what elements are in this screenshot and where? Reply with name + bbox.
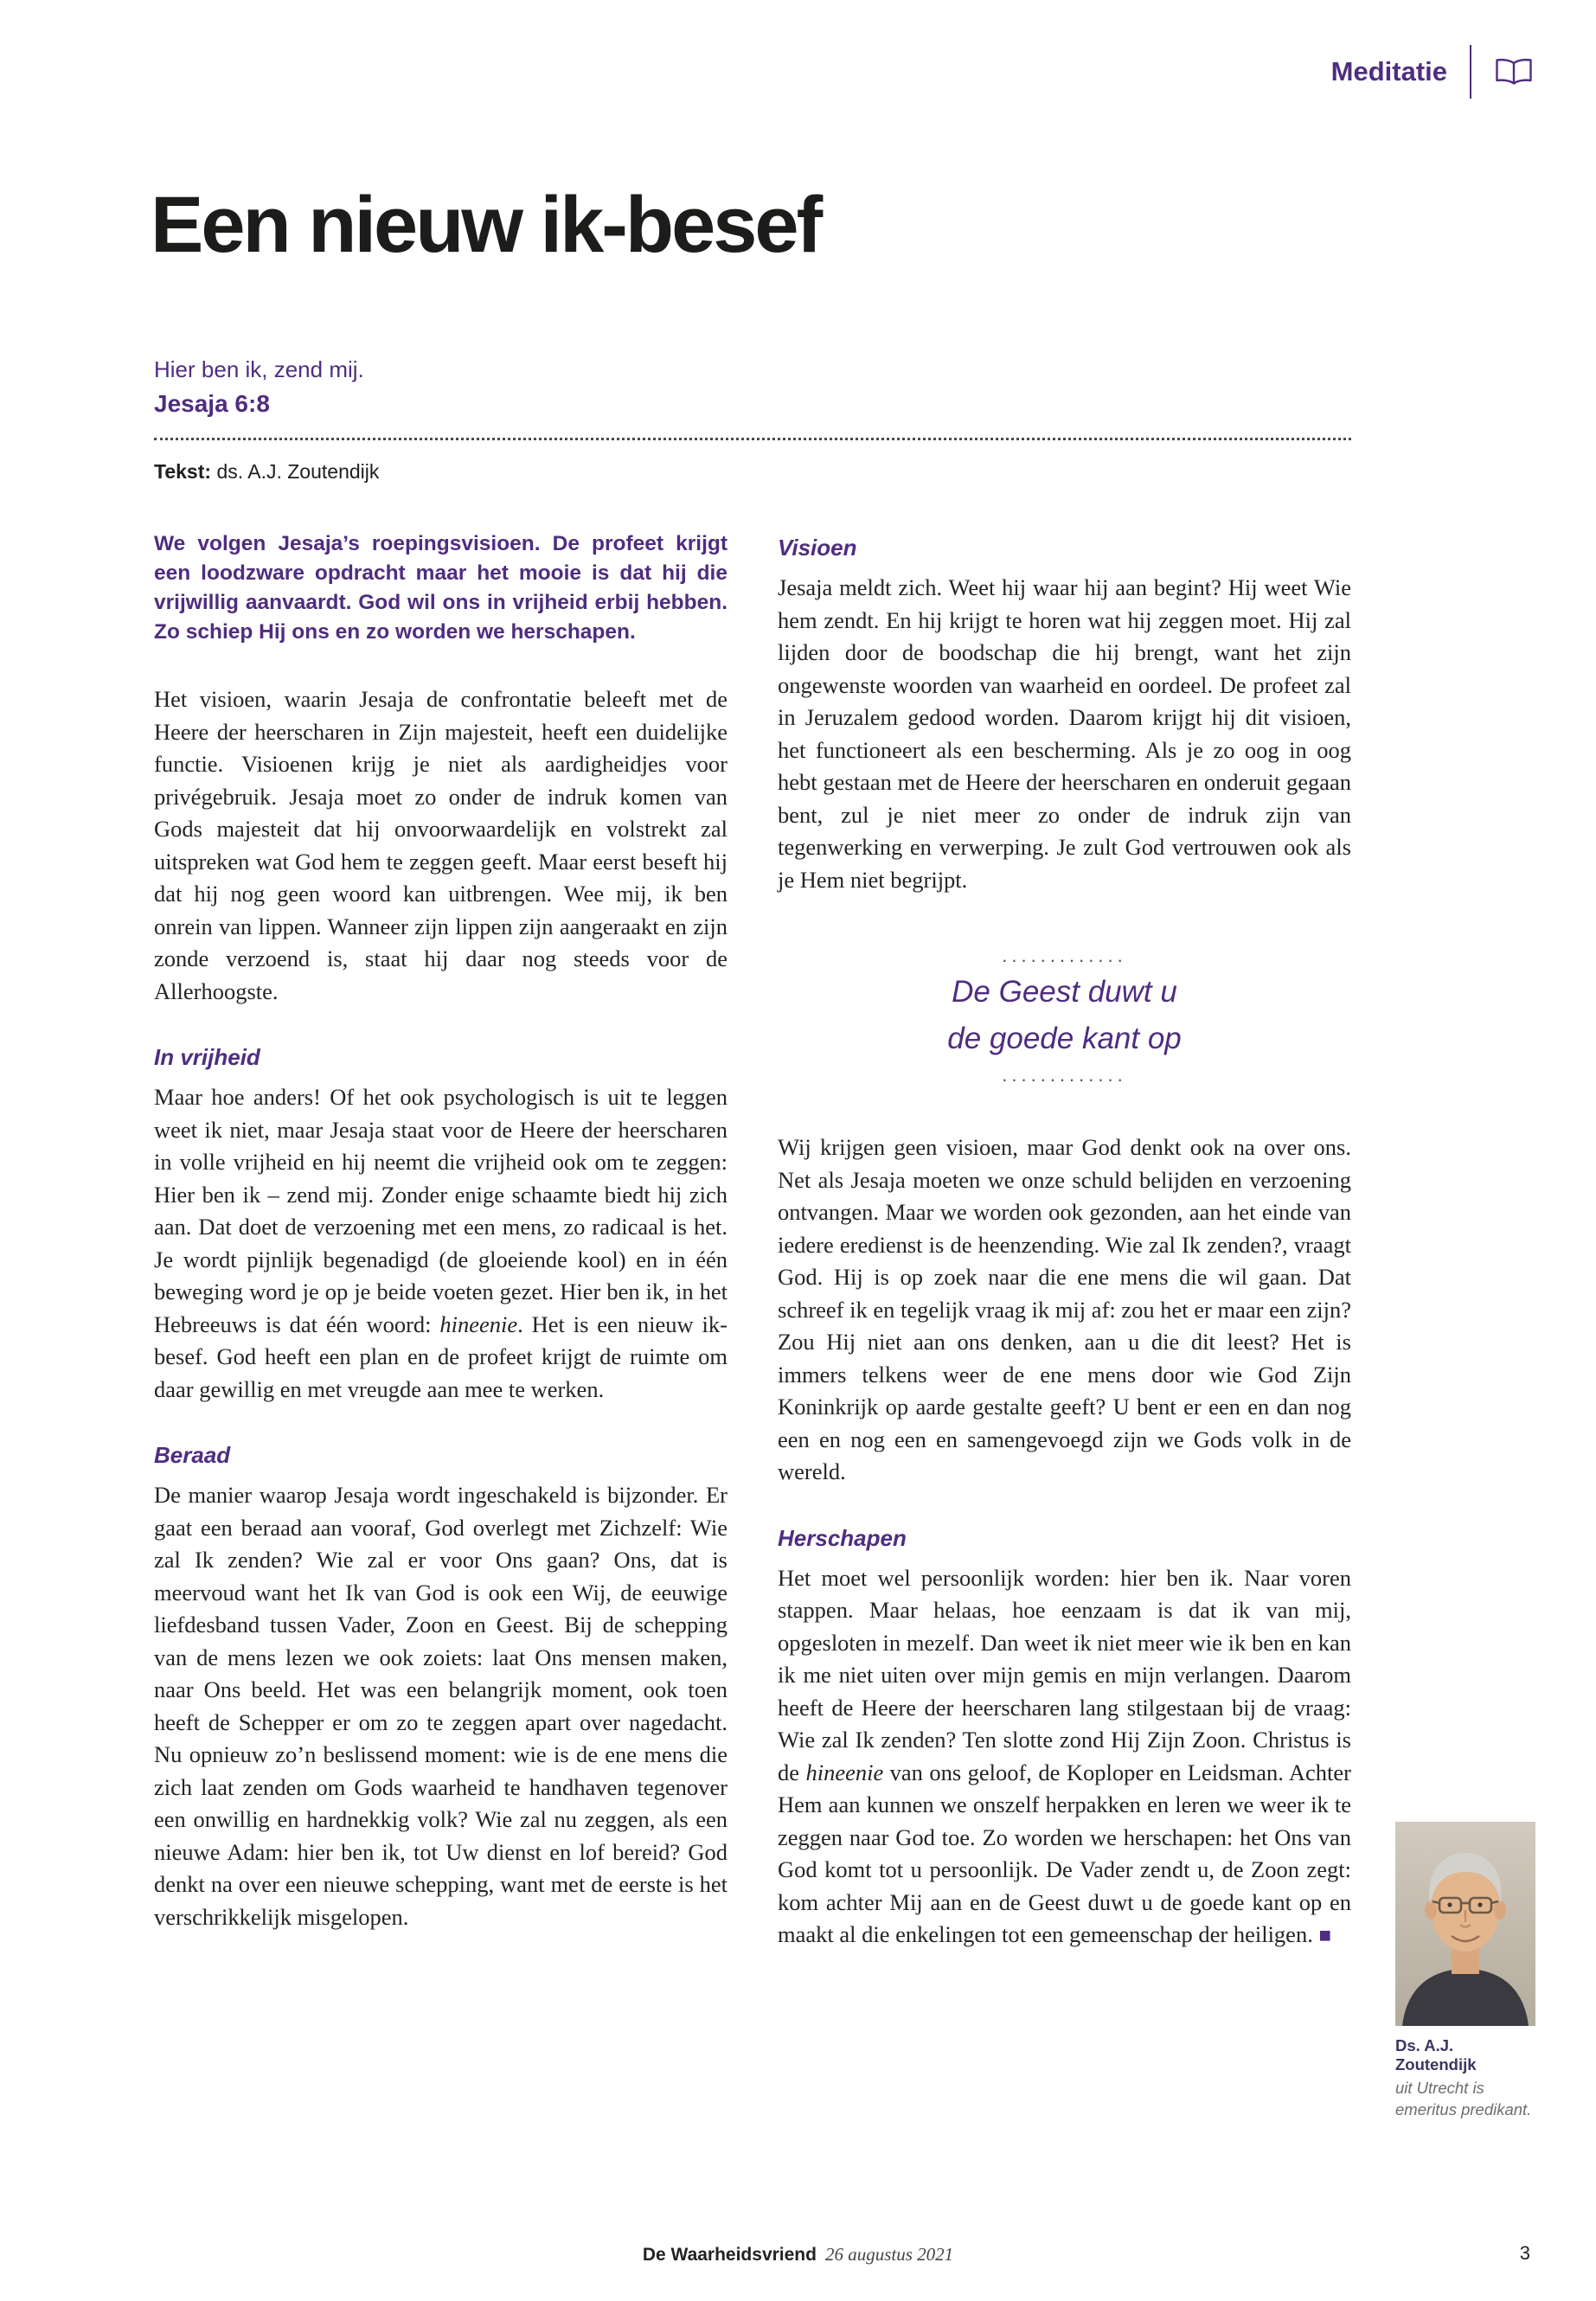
- paragraph-text: van ons geloof, de Koploper en Leidsman. Achter Hem aan kunnen we onszelf herpakken en leren we weer ik te zeggen naar God toe. Zo worden we herschapen: het Ons van God komt tot u persoonlijk. De Vader zendt u, de Zoon zegt: kom achter Mij aan en de Geest duwt u de goede kant op en maakt al die enkelingen tot een gemeenschap der heiligen.: [778, 1759, 1351, 1947]
- lead-paragraph: We volgen Jesaja’s roepingsvisioen. De profeet krijgt een loodzware opdracht maar het mooie is dat hij die vrijwillig aanvaardt. God wil ons in vrijheid erbij hebben. Zo schiep Hij ons en zo worden we herschapen.: [154, 532, 727, 644]
- paragraph-in-vrijheid: [154, 1081, 727, 1406]
- footer-date: 26 augustus 2021: [824, 2244, 954, 2265]
- paragraph-text: . Het is een nieuw ik-besef. God heeft een plan en de profeet krijgt de ruimte om daar gewillig en met vreugde aan mee te werken.: [154, 1311, 727, 1402]
- dotted-separator: [154, 438, 1351, 440]
- scripture-reference: Jesaja 6:8: [154, 390, 270, 417]
- end-of-article-mark: ■: [1318, 1925, 1331, 1947]
- byline-author: ds. A.J. Zoutendijk: [216, 460, 380, 483]
- paragraph-herschapen: [778, 1562, 1351, 1953]
- footer-brand: De Waarheidsvriend: [642, 2245, 817, 2265]
- photo-caption-name: Ds. A.J. Zoutendijk: [1395, 2036, 1477, 2073]
- section-heading-beraad: Beraad: [154, 1442, 231, 1468]
- paragraph-visioen: Jesaja meldt zich. Weet hij waar hij aan begint? Hij weet Wie hem zendt. En hij krijgt te horen wat hij zeggen moet. Hij zal lijden door de boodschap die hij brengt, want het zijn ongewenste woorden van waarheid en oordeel. De profeet zal in Jeruzalem gedood worden. Daarom krijgt hij dit visioen, het functioneert als een bescherming. Als je zo oog in oog hebt gestaan met de Heere der heerscharen en onderuit gegaan bent, zul je niet meer zo onder de indruk zijn van tegenwerking en verwerping. Je zult God vertrouwen ook als je Hem niet begrijpt.: [778, 574, 1351, 893]
- italic-term: hineenie: [805, 1759, 884, 1785]
- paragraph-text: Maar hoe anders! Of het ook psychologisch is uit te leggen weet ik niet, maar Jesaja staat voor de Heere der heerscharen in volle vrijheid en hij neemt die vrijheid ook om te zeggen: Hier ben ik – zend mij. Zonder enige schaamte biedt hij zich aan. Dat doet de verzoening met een mens, zo radicaal is het. Je wordt pijnlijk begenadigd (de gloeiende kool) en in één beweging word je op je beide voeten gezet. Hier ben ik, in het Hebreeuws is dat één woord:: [154, 1084, 727, 1337]
- byline-label: Tekst:: [154, 460, 212, 483]
- paragraph-zending: Wij krijgen geen visioen, maar God denkt ook na over ons. Net als Jesaja moeten we onze schuld belijden en verzoening ontvangen. Maar we worden ook gezonden, aan het einde van iedere eredienst is de heenzending. Wie zal Ik zenden?, vraagt God. Hij is op zoek naar die ene mens die wil gaan. Dat schreef ik en tegelijk vraag ik mij af: zou het er maar een zijn? Zou Hij niet aan ons denken, aan u die dit leest? Het is immers telkens weer de ene mens door wie God Zijn Koninkrijk op aarde gestalte geeft? U bent er een en dan nog een en nog een en samengevoegd zijn we Gods volk in de wereld.: [778, 1134, 1351, 1484]
- section-heading-visioen: Visioen: [778, 535, 857, 561]
- footer: [0, 2244, 1596, 2266]
- italic-term: hineenie: [439, 1311, 518, 1337]
- masthead: [1331, 45, 1534, 99]
- pullquote-dots-bottom: .............: [1002, 1064, 1127, 1086]
- article-columns: [154, 529, 1351, 1953]
- section-heading-in-vrijheid: In vrijheid: [154, 1044, 260, 1070]
- intro-paragraph: Het visioen, waarin Jesaja de confrontatie beleeft met de Heere der heerscharen in Zijn majesteit, heeft een duidelijke functie. Visioenen krijg je niet als aardigheidjes voor privégebruik. Jesaja moet zo onder de indruk komen van Gods majesteit dat hij onvoorwaardelijk en volstrekt zal uitspreken wat God hem te zeggen geeft. Maar eerst beseft hij dat hij nog geen woord kan uitbrengen. Wee mij, ik ben onrein van lippen. Wanneer zijn lippen zijn aangeraakt en zijn zonde verzoend is, staat hij daar nog steeds voor de Allerhoogste.: [154, 686, 727, 1004]
- pullquote-line-1: De Geest duwt u: [952, 975, 1177, 1009]
- right-column: [778, 529, 1351, 1953]
- scripture-block: [154, 356, 364, 418]
- paragraph-text: Het moet wel persoonlijk worden: hier ben ik. Naar voren stappen. Maar helaas, hoe eenzaam is dat ik van mij, opgesloten in mezelf. Dan weet ik niet meer wie ik ben en kan ik me niet uiten over mijn gemis en mijn verlangen. Daarom heeft de Heere der heerscharen lang stilgestaan bij de vraag: Wie zal Ik zenden? Ten slotte zond Hij Zijn Zoon. Christus is de: [778, 1564, 1351, 1785]
- author-box: [1395, 1822, 1535, 2120]
- pull-quote: [778, 945, 1351, 1086]
- pullquote-dots-top: .............: [1002, 945, 1127, 966]
- open-book-icon: [1494, 58, 1534, 86]
- section-heading-herschapen: Herschapen: [778, 1524, 907, 1551]
- category-label: Meditatie: [1330, 56, 1447, 87]
- header-divider: [1470, 45, 1471, 99]
- scripture-quote: Hier ben ik, zend mij.: [154, 356, 364, 382]
- paragraph-beraad: De manier waarop Jesaja wordt ingeschakeld is bijzonder. Er gaat een beraad aan vooraf, God overlegt met Zichzelf: Wie zal Ik zenden? Wie zal er voor Ons gaan? Ons, dat is meervoud want het Ik van God is ook een Wij, de eeuwige liefdesband tussen Vader, Zoon en Geest. Bij de schepping van de mens lezen we ook zoiets: laat Ons mensen maken, naar Ons beeld. Het was een belangrijk moment, ook toen heeft de Schepper er om zo te zeggen apart over nagedacht. Nu opnieuw zo’n beslissend moment: wie is de ene mens die zich laat zenden om Gods waarheid te handhaven tegenover een onwillig en hardnekkig volk? Wie zal nu zeggen, als een nieuwe Adam: hier ben ik, tot Uw dienst en lof bereid? God denkt na over een nieuwe schepping, want met de eerste is het verschrikkelijk misgelopen.: [154, 1482, 727, 1930]
- page-number: 3: [1519, 2242, 1530, 2264]
- article-title: Een nieuw ik-besef: [151, 181, 821, 269]
- pullquote-line-2: de goede kant op: [947, 1022, 1182, 1055]
- photo-caption-description: uit Utrecht is emeritus predikant.: [1395, 2079, 1532, 2118]
- left-column: [154, 529, 727, 1953]
- author-portrait-photo: [1395, 1822, 1535, 2026]
- byline: [154, 460, 379, 484]
- author-photo: [1395, 1822, 1535, 2026]
